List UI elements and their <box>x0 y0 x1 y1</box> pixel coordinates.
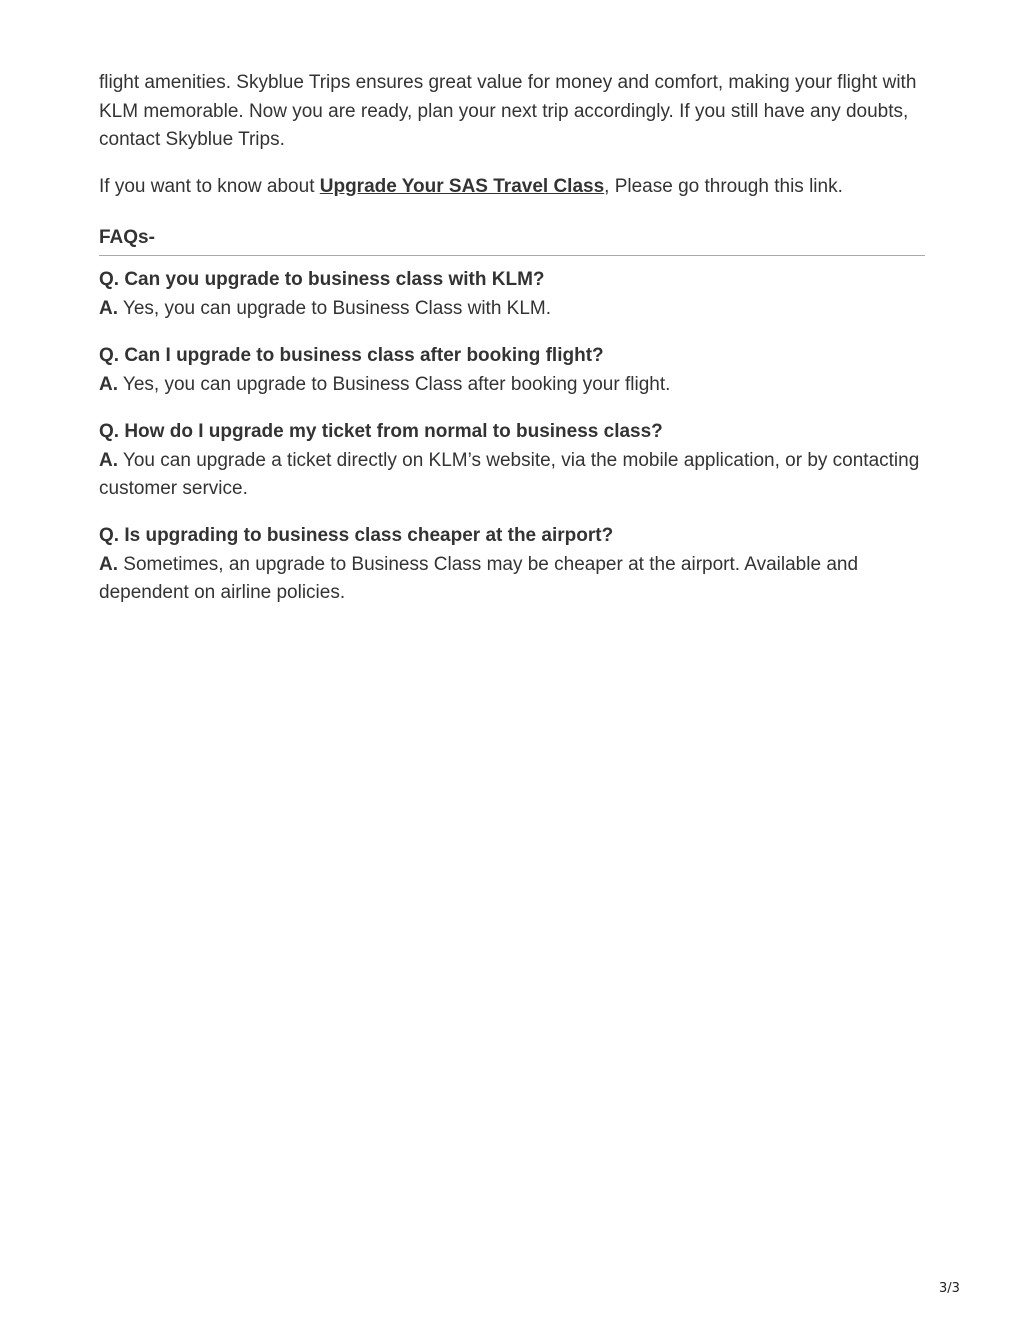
answer-text: Sometimes, an upgrade to Business Class may be cheaper at the airport. Available and dependent on airline policies. <box>99 553 859 603</box>
link-paragraph <box>99 173 925 202</box>
faq-question: Q. Can I upgrade to business class after booking flight? <box>99 345 604 366</box>
answer-text: You can upgrade a ticket directly on KLM’s website, via the mobile application, or by contacting customer service. <box>99 449 920 499</box>
intro-paragraph: flight amenities. Skyblue Trips ensures great value for money and comfort, making your flight with KLM memorable. Now you are ready, plan your next trip accordingly. If you still have any doubts, contact Skyblue Trips. <box>99 72 917 150</box>
faq-item-4 <box>99 522 925 608</box>
page-number: 3/3 <box>939 1281 960 1296</box>
faq-answer <box>99 295 925 324</box>
answer-label: A. <box>99 449 118 471</box>
answer-text: Yes, you can upgrade to Business Class with KLM. <box>118 297 552 319</box>
answer-label: A. <box>99 553 118 575</box>
faq-question: Q. Can you upgrade to business class with KLM? <box>99 269 545 290</box>
faq-answer <box>99 447 925 504</box>
answer-text: Yes, you can upgrade to Business Class after booking your flight. <box>118 373 671 395</box>
faq-question: Q. Is upgrading to business class cheaper at the airport? <box>99 525 614 546</box>
upgrade-sas-travel-class-link[interactable]: Upgrade Your SAS Travel Class <box>319 176 605 197</box>
faq-answer <box>99 371 925 400</box>
faq-item-3 <box>99 418 925 504</box>
answer-label: A. <box>99 297 118 319</box>
link-suffix-text: , Please go through this link. <box>604 176 843 197</box>
faq-heading: FAQs- <box>99 227 155 248</box>
faq-divider <box>99 255 925 256</box>
faq-item-2 <box>99 342 925 399</box>
faq-answer <box>99 551 925 608</box>
faq-item-1 <box>99 266 925 323</box>
faq-question: Q. How do I upgrade my ticket from normal to business class? <box>99 421 663 442</box>
link-prefix-text: If you want to know about <box>99 176 320 197</box>
answer-label: A. <box>99 373 118 395</box>
